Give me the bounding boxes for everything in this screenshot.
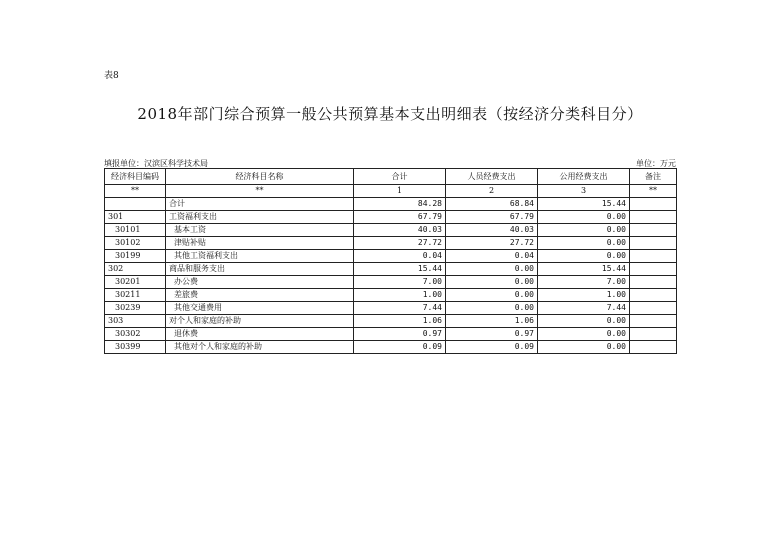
row-public-cell: 0.00 xyxy=(538,250,630,263)
row-total-cell: 40.03 xyxy=(354,224,446,237)
row-name-cell: 对个人和家庭的补助 xyxy=(166,315,354,328)
row-note-cell xyxy=(630,341,677,354)
row-public-cell: 0.00 xyxy=(538,328,630,341)
row-staff-cell: 67.79 xyxy=(446,211,538,224)
row-name-cell: 差旅费 xyxy=(166,289,354,302)
table-row xyxy=(105,198,677,211)
row-total-cell: 27.72 xyxy=(354,237,446,250)
row-name-cell: 基本工资 xyxy=(166,224,354,237)
index-cell: 3 xyxy=(538,185,630,198)
row-total-cell: 7.00 xyxy=(354,276,446,289)
row-note-cell xyxy=(630,224,677,237)
row-code-cell xyxy=(105,198,166,211)
row-code-cell: 30302 xyxy=(105,328,166,341)
row-note-cell xyxy=(630,237,677,250)
row-note-cell xyxy=(630,328,677,341)
index-row xyxy=(105,185,677,198)
row-staff-cell: 68.84 xyxy=(446,198,538,211)
table-row xyxy=(105,224,677,237)
row-name-cell: 其他工资福利支出 xyxy=(166,250,354,263)
row-note-cell xyxy=(630,211,677,224)
row-total-cell: 7.44 xyxy=(354,302,446,315)
index-cell: ** xyxy=(630,185,677,198)
row-code-cell: 302 xyxy=(105,263,166,276)
row-total-cell: 67.79 xyxy=(354,211,446,224)
row-staff-cell: 27.72 xyxy=(446,237,538,250)
reporting-unit: 填报单位：汉滨区科学技术局 xyxy=(104,159,208,168)
table-number: 表8 xyxy=(104,71,119,81)
header-cell-public: 公用经费支出 xyxy=(538,169,630,185)
header-cell-staff: 人员经费支出 xyxy=(446,169,538,185)
header-cell-code: 经济科目编码 xyxy=(105,169,166,185)
row-staff-cell: 0.00 xyxy=(446,289,538,302)
row-public-cell: 15.44 xyxy=(538,198,630,211)
index-cell: 1 xyxy=(354,185,446,198)
row-name-cell: 其他对个人和家庭的补助 xyxy=(166,341,354,354)
table-row xyxy=(105,302,677,315)
header-cell-total: 合计 xyxy=(354,169,446,185)
currency-unit: 单位：万元 xyxy=(636,159,676,168)
row-public-cell: 0.00 xyxy=(538,211,630,224)
table-row xyxy=(105,276,677,289)
row-public-cell: 0.00 xyxy=(538,341,630,354)
row-staff-cell: 0.00 xyxy=(446,263,538,276)
row-staff-cell: 0.00 xyxy=(446,302,538,315)
index-cell: ** xyxy=(105,185,166,198)
page-title: 2018年部门综合预算一般公共预算基本支出明细表（按经济分类科目分） xyxy=(137,105,643,123)
table-row xyxy=(105,263,677,276)
row-total-cell: 0.04 xyxy=(354,250,446,263)
table-row xyxy=(105,315,677,328)
row-total-cell: 0.97 xyxy=(354,328,446,341)
row-public-cell: 7.00 xyxy=(538,276,630,289)
row-name-cell: 商品和服务支出 xyxy=(166,263,354,276)
row-staff-cell: 40.03 xyxy=(446,224,538,237)
header-cell-note: 备注 xyxy=(630,169,677,185)
expenditure-table xyxy=(104,168,677,354)
row-note-cell xyxy=(630,302,677,315)
table-body xyxy=(105,198,677,354)
header-cell-name: 经济科目名称 xyxy=(166,169,354,185)
row-note-cell xyxy=(630,198,677,211)
row-staff-cell: 0.00 xyxy=(446,276,538,289)
row-name-cell: 津贴补贴 xyxy=(166,237,354,250)
table-row xyxy=(105,237,677,250)
row-total-cell: 15.44 xyxy=(354,263,446,276)
row-staff-cell: 1.06 xyxy=(446,315,538,328)
row-code-cell: 30399 xyxy=(105,341,166,354)
row-total-cell: 1.06 xyxy=(354,315,446,328)
row-name-cell: 工资福利支出 xyxy=(166,211,354,224)
index-cell: 2 xyxy=(446,185,538,198)
table-row xyxy=(105,328,677,341)
table-row xyxy=(105,211,677,224)
table-row xyxy=(105,250,677,263)
table-row xyxy=(105,289,677,302)
row-code-cell: 30211 xyxy=(105,289,166,302)
row-code-cell: 30201 xyxy=(105,276,166,289)
row-code-cell: 30102 xyxy=(105,237,166,250)
row-total-cell: 84.28 xyxy=(354,198,446,211)
row-name-cell: 其他交通费用 xyxy=(166,302,354,315)
row-total-cell: 0.09 xyxy=(354,341,446,354)
row-public-cell: 1.00 xyxy=(538,289,630,302)
row-note-cell xyxy=(630,250,677,263)
row-name-cell: 办公费 xyxy=(166,276,354,289)
row-code-cell: 30101 xyxy=(105,224,166,237)
row-code-cell: 30199 xyxy=(105,250,166,263)
index-cell: ** xyxy=(166,185,354,198)
row-note-cell xyxy=(630,263,677,276)
row-public-cell: 0.00 xyxy=(538,237,630,250)
row-public-cell: 0.00 xyxy=(538,315,630,328)
row-code-cell: 301 xyxy=(105,211,166,224)
table-row xyxy=(105,341,677,354)
row-note-cell xyxy=(630,315,677,328)
row-public-cell: 7.44 xyxy=(538,302,630,315)
row-public-cell: 15.44 xyxy=(538,263,630,276)
row-public-cell: 0.00 xyxy=(538,224,630,237)
header-row xyxy=(105,169,677,185)
row-total-cell: 1.00 xyxy=(354,289,446,302)
row-code-cell: 30239 xyxy=(105,302,166,315)
row-staff-cell: 0.04 xyxy=(446,250,538,263)
row-staff-cell: 0.97 xyxy=(446,328,538,341)
row-note-cell xyxy=(630,289,677,302)
row-name-cell: 退休费 xyxy=(166,328,354,341)
row-staff-cell: 0.09 xyxy=(446,341,538,354)
row-code-cell: 303 xyxy=(105,315,166,328)
row-name-cell: 合计 xyxy=(166,198,354,211)
row-note-cell xyxy=(630,276,677,289)
